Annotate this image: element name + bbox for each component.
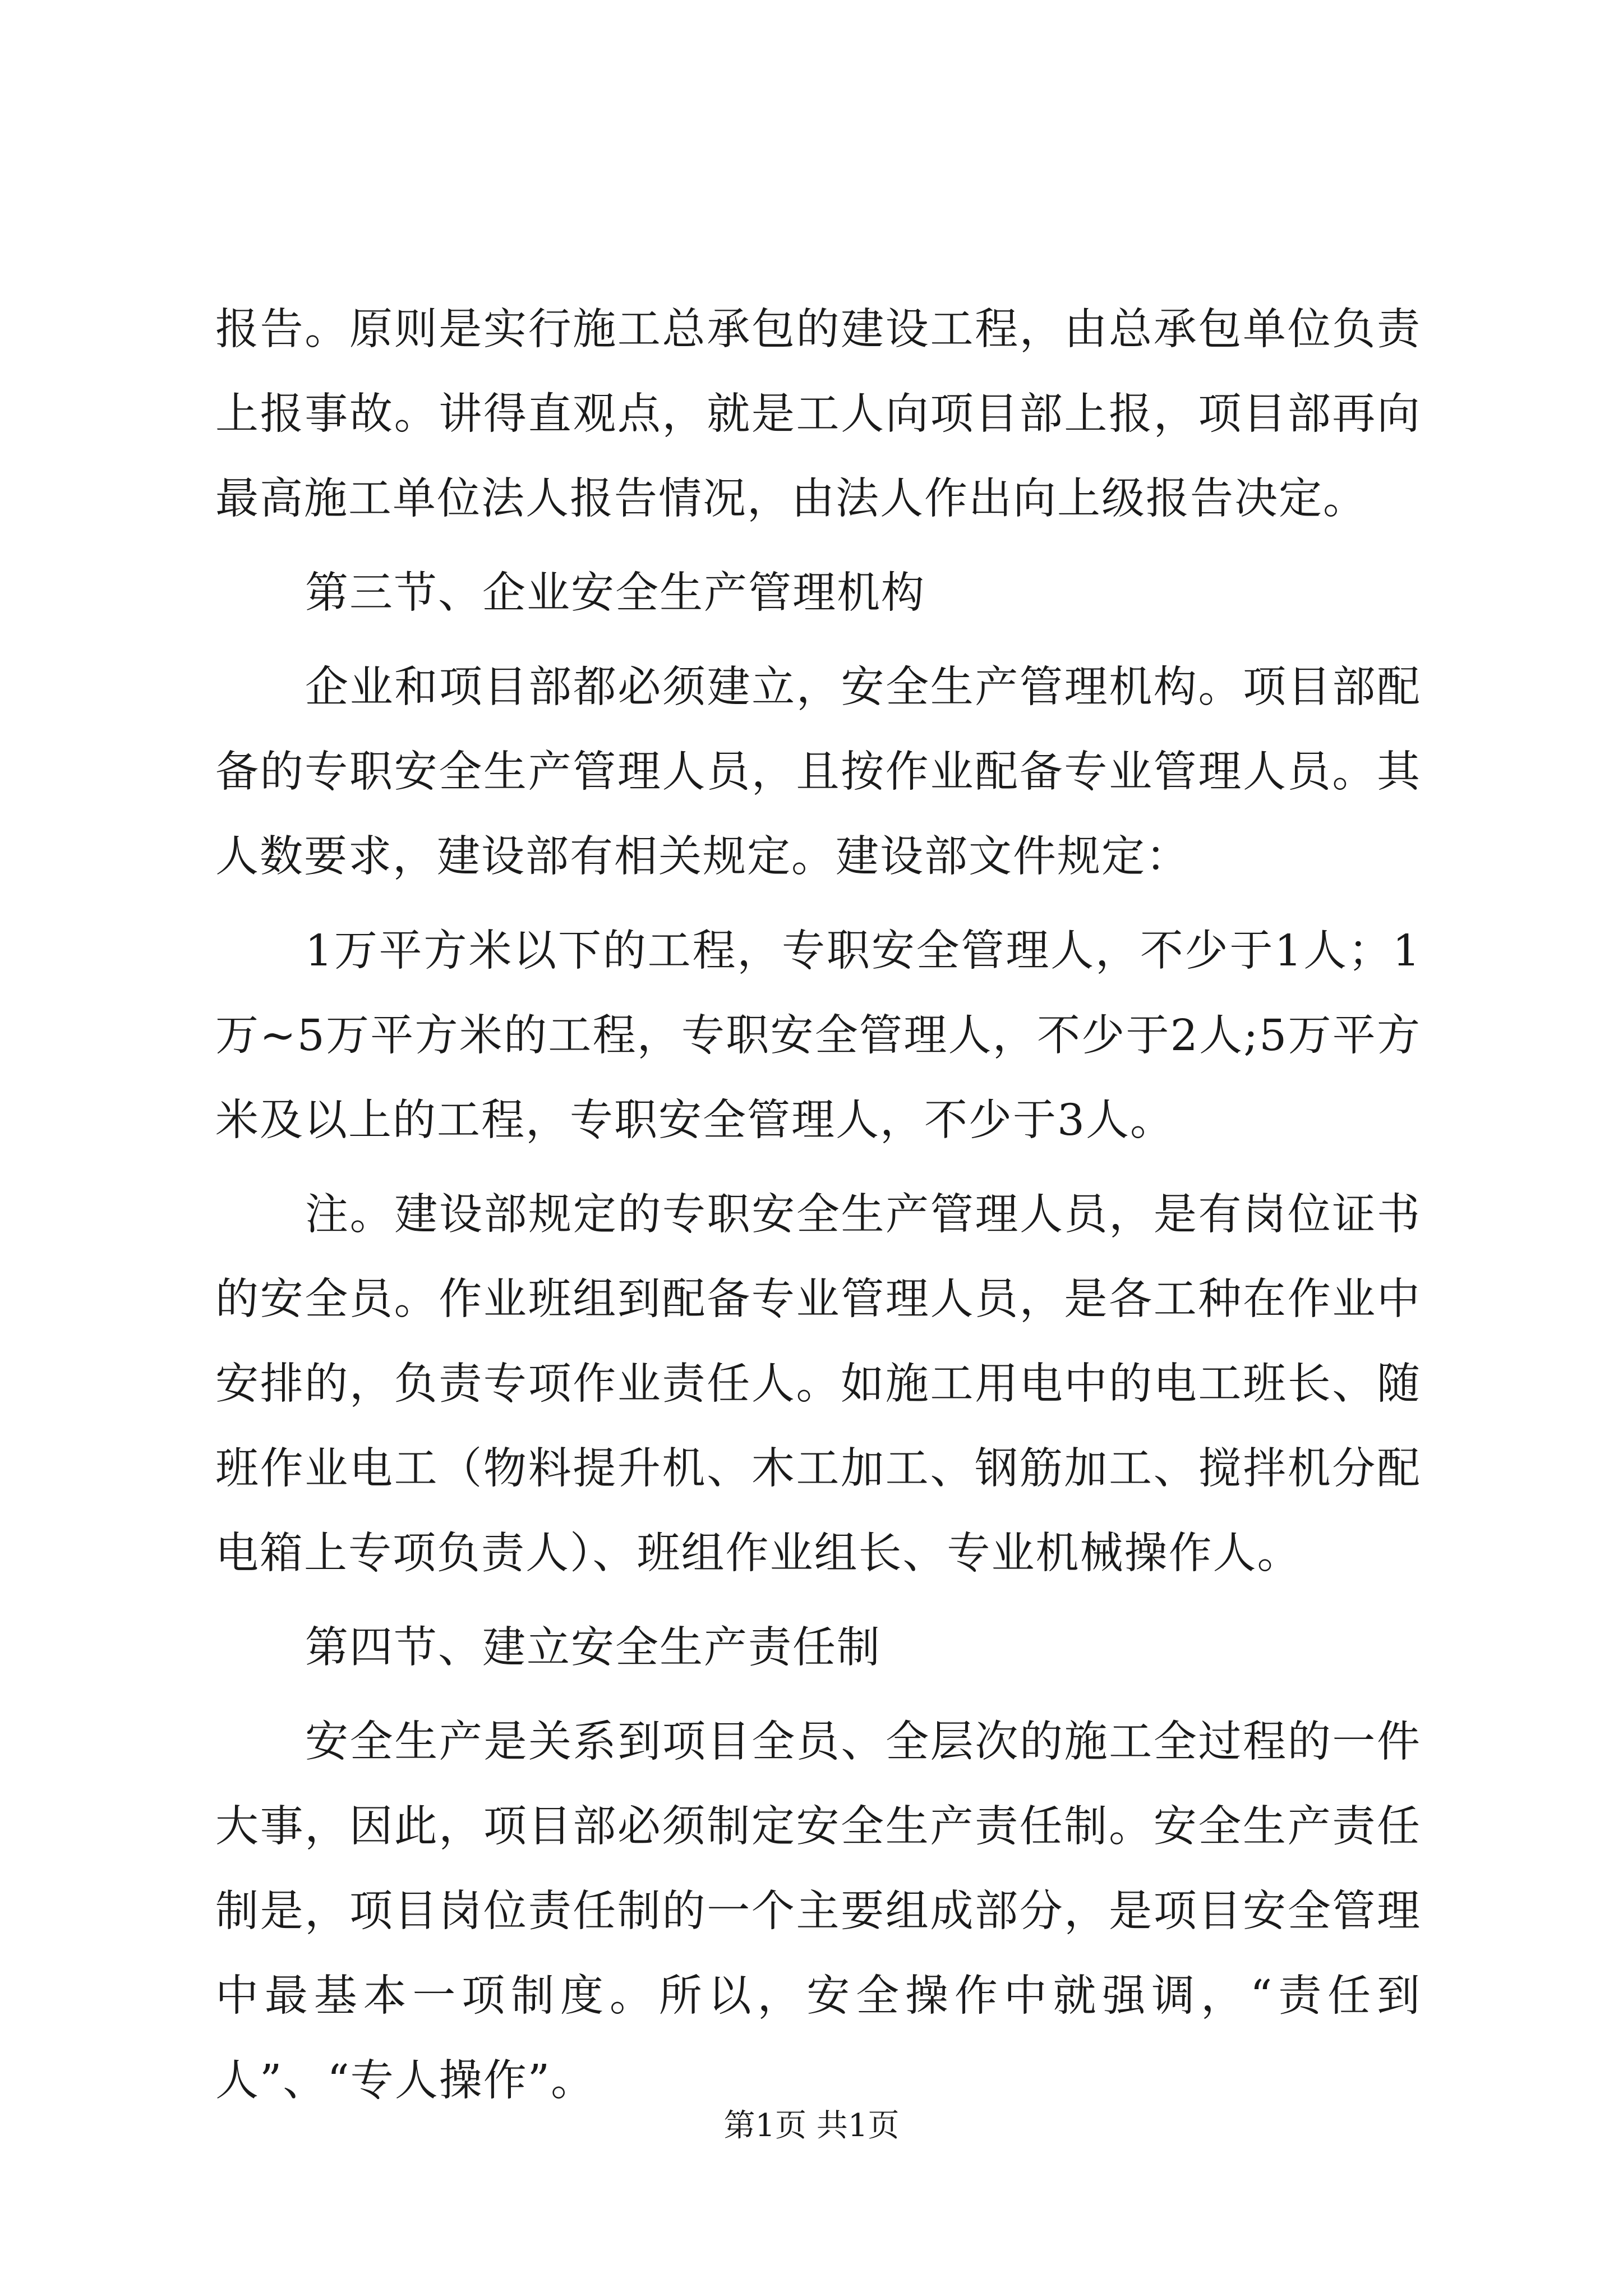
section-heading-3: 第三节、企业安全生产管理机构 xyxy=(305,568,925,618)
paragraph-organization: 企业和项目部都必须建立，安全生产管理机构。项目部配备的专职安全生产管理人员，且按作业配备专业管理人员。其人数要求，建设部有相关规定。建设部文件规定： xyxy=(215,662,1421,882)
paragraph-note: 注。建设部规定的专职安全生产管理人员，是有岗位证书的安全员。作业班组到配备专业管理人员，是各工种在作业中安排的，负责专项作业责任人。如施工用电中的电工班长、随班作业电工（物料提升机、木工加工、钢筋加工、搅拌机分配电箱上专项负责人）、班组作业组长、专业机械操作人。 xyxy=(215,1190,1421,1579)
paragraph-staffing-rules: 1万平方米以下的工程，专职安全管理人，不少于1人；1万~5万平方米的工程，专职安全管理人，不少于2人;5万平方米及以上的工程，专职安全管理人，不少于3人。 xyxy=(215,926,1421,1145)
page-footer: 第1页 共1页 xyxy=(723,2108,900,2144)
document-body xyxy=(215,287,1421,2133)
section-heading-4: 第四节、建立安全生产责任制 xyxy=(305,1623,881,1673)
paragraph-continuation: 报告。原则是实行施工总承包的建设工程，由总承包单位负责上报事故。讲得直观点，就是工人向项目部上报，项目部再向最高施工单位法人报告情况，由法人作出向上级报告决定。 xyxy=(215,305,1421,524)
paragraph-responsibility: 安全生产是关系到项目全员、全层次的施工全过程的一件大事，因此，项目部必须制定安全生产责任制。安全生产责任制是，项目岗位责任制的一个主要组成部分，是项目安全管理中最基本一项制度。所以，安全操作中就强调，“责任到人”、“专人操作”。 xyxy=(215,1717,1421,2106)
